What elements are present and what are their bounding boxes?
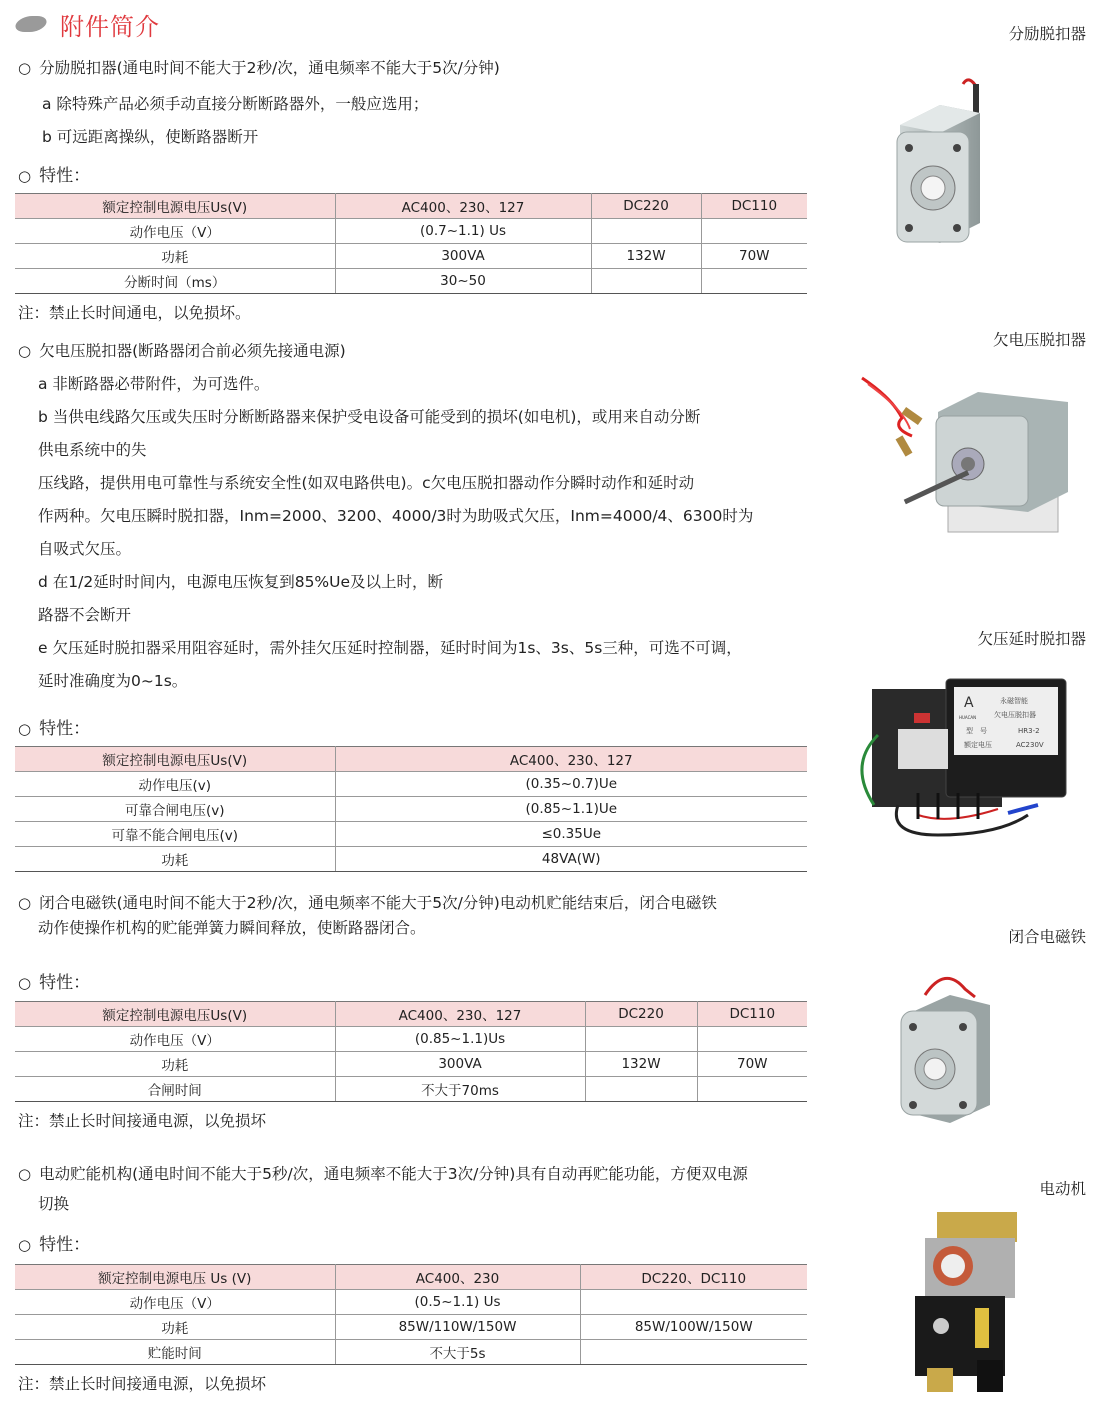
table-row bbox=[15, 194, 807, 219]
motor-caption: 电动机 bbox=[1039, 1180, 1086, 1198]
motor-props-label: ○ 特性： bbox=[18, 1235, 90, 1255]
brand-logo-icon: A bbox=[964, 695, 974, 711]
table-cell: (0.5~1.1) Us bbox=[335, 1290, 580, 1315]
table-cell: 300VA bbox=[335, 244, 591, 269]
table-cell: 70W bbox=[697, 1052, 807, 1077]
table-cell: 分断时间（ms） bbox=[15, 269, 335, 294]
motor-image bbox=[905, 1208, 1030, 1398]
undervoltage-delay-caption: 欠压延时脱扣器 bbox=[977, 630, 1086, 648]
table-cell: AC400、230、127 bbox=[335, 194, 591, 219]
undervoltage-caption: 欠电压脱扣器 bbox=[992, 331, 1086, 349]
table-cell: 额定控制电源电压Us(V) bbox=[15, 747, 335, 772]
table-cell bbox=[585, 1077, 697, 1102]
description-line: 自吸式欠压。 bbox=[38, 540, 132, 558]
table-row bbox=[15, 772, 807, 797]
controller-logo-text: HUACAN bbox=[959, 715, 977, 720]
table-cell bbox=[585, 1027, 697, 1052]
table-cell: 可靠不能合闸电压(v) bbox=[15, 822, 335, 847]
table-cell: 85W/110W/150W bbox=[335, 1315, 580, 1340]
table-row bbox=[15, 1077, 807, 1102]
description-line: 供电系统中的失 bbox=[38, 441, 147, 459]
table-cell: DC110 bbox=[697, 1002, 807, 1027]
table-cell: 动作电压（V） bbox=[15, 1290, 335, 1315]
description-line: 作两种。欠电压瞬时脱扣器，Inm=2000、3200、4000/3时为助吸式欠压，Inm=4000/4、6300时为 bbox=[38, 507, 754, 525]
shunt-note: 注：禁止长时间通电，以免损坏。 bbox=[18, 304, 251, 322]
table-cell: AC400、230、127 bbox=[335, 1002, 585, 1027]
controller-voltage: AC230V bbox=[1016, 741, 1044, 749]
table-cell bbox=[697, 1077, 807, 1102]
table-row bbox=[15, 1052, 807, 1077]
table-cell: 额定控制电源电压 Us (V) bbox=[15, 1265, 335, 1290]
table-cell: DC110 bbox=[701, 194, 807, 219]
table-cell bbox=[580, 1340, 807, 1365]
undervoltage-description bbox=[38, 368, 818, 698]
description-line: a 非断路器必带附件，为可选件。 bbox=[38, 375, 270, 393]
shunt-props-label: ○ 特性： bbox=[18, 166, 90, 186]
table-cell bbox=[701, 269, 807, 294]
table-cell: 132W bbox=[585, 1052, 697, 1077]
description-line: e 欠压延时脱扣器采用阻容延时，需外挂欠压延时控制器，延时时间为1s、3s、5s三种，可选不可调， bbox=[38, 639, 742, 657]
table-cell: 不大于5s bbox=[335, 1340, 580, 1365]
table-row bbox=[15, 822, 807, 847]
table-cell: 动作电压(v) bbox=[15, 772, 335, 797]
table-row bbox=[15, 847, 807, 872]
table-cell: 额定控制电源电压Us(V) bbox=[15, 194, 335, 219]
closing-heading-2: 动作使操作机构的贮能弹簧力瞬间释放，使断路器闭合。 bbox=[38, 919, 426, 937]
controller-voltage-label: 额定电压 bbox=[964, 741, 992, 749]
table-row bbox=[15, 1315, 807, 1340]
description-line: 路器不会断开 bbox=[38, 606, 132, 624]
closing-caption: 闭合电磁铁 bbox=[1008, 928, 1086, 946]
table-cell: DC220 bbox=[591, 194, 701, 219]
table-cell: 动作电压（V） bbox=[15, 1027, 335, 1052]
table-cell: 85W/100W/150W bbox=[580, 1315, 807, 1340]
closing-note: 注：禁止长时间接通电源，以免损坏 bbox=[18, 1112, 267, 1130]
description-line: 延时准确度为0~1s。 bbox=[38, 672, 188, 690]
table-cell: 可靠合闸电压(v) bbox=[15, 797, 335, 822]
table-cell bbox=[701, 219, 807, 244]
shunt-spec-table bbox=[15, 193, 807, 294]
table-row bbox=[15, 1002, 807, 1027]
shunt-release-image bbox=[885, 70, 995, 250]
table-row bbox=[15, 797, 807, 822]
table-row bbox=[15, 1340, 807, 1365]
table-cell: 30~50 bbox=[335, 269, 591, 294]
table-cell: AC400、230 bbox=[335, 1265, 580, 1290]
undervoltage-delay-controller-image bbox=[858, 665, 1098, 865]
table-row bbox=[15, 1027, 807, 1052]
undervoltage-release-image bbox=[858, 372, 1098, 552]
controller-model: HR3-2 bbox=[1018, 727, 1040, 735]
motor-note: 注：禁止长时间接通电源，以免损坏 bbox=[18, 1375, 267, 1393]
description-line: d 在1/2延时时间内，电源电压恢复到85%Ue及以上时，断 bbox=[38, 573, 444, 591]
controller-model-label: 型 号 bbox=[966, 727, 987, 735]
table-cell: (0.7~1.1) Us bbox=[335, 219, 591, 244]
closing-props-label: ○ 特性： bbox=[18, 973, 90, 993]
description-line: b 当供电线路欠压或失压时分断断路器来保护受电设备可能受到的损坏(如电机)，或用来自动分断 bbox=[38, 408, 701, 426]
table-cell: 合闸时间 bbox=[15, 1077, 335, 1102]
controller-name: 欠电压脱扣器 bbox=[994, 711, 1036, 719]
motor-spec-table bbox=[15, 1264, 807, 1365]
table-cell bbox=[591, 219, 701, 244]
table-cell: ≤0.35Ue bbox=[335, 822, 807, 847]
table-row bbox=[15, 244, 807, 269]
table-cell: (0.35~0.7)Ue bbox=[335, 772, 807, 797]
table-cell: DC220 bbox=[585, 1002, 697, 1027]
shunt-line-b: b 可远距离操纵，使断路器断开 bbox=[42, 128, 259, 146]
table-cell: 动作电压（V） bbox=[15, 219, 335, 244]
table-cell: 功耗 bbox=[15, 244, 335, 269]
closing-spec-table bbox=[15, 1001, 807, 1102]
section-header bbox=[16, 6, 160, 42]
shunt-caption: 分励脱扣器 bbox=[1008, 25, 1086, 43]
closing-electromagnet-image bbox=[885, 965, 1000, 1130]
table-cell bbox=[580, 1290, 807, 1315]
table-row bbox=[15, 1265, 807, 1290]
motor-heading-2: 切换 bbox=[38, 1195, 70, 1213]
shunt-heading: ○ 分励脱扣器(通电时间不能大于2秒/次，通电频率不能大于5次/分钟) bbox=[18, 58, 500, 78]
description-line: 压线路，提供用电可靠性与系统安全性(如双电路供电)。c欠电压脱扣器动作分瞬时动作和延时动 bbox=[38, 474, 695, 492]
table-cell: 70W bbox=[701, 244, 807, 269]
table-cell: DC220、DC110 bbox=[580, 1265, 807, 1290]
undervoltage-props-label: ○ 特性： bbox=[18, 719, 90, 739]
table-cell: 不大于70ms bbox=[335, 1077, 585, 1102]
undervoltage-spec-table bbox=[15, 746, 807, 872]
table-cell: (0.85~1.1)Us bbox=[335, 1027, 585, 1052]
table-cell: 300VA bbox=[335, 1052, 585, 1077]
table-cell: 132W bbox=[591, 244, 701, 269]
table-cell: 功耗 bbox=[15, 1315, 335, 1340]
table-cell: AC400、230、127 bbox=[335, 747, 807, 772]
undervoltage-heading: ○ 欠电压脱扣器(断路器闭合前必须先接通电源) bbox=[18, 341, 346, 361]
table-cell: 功耗 bbox=[15, 1052, 335, 1077]
table-row bbox=[15, 747, 807, 772]
table-cell: 贮能时间 bbox=[15, 1340, 335, 1365]
motor-heading-1: ○ 电动贮能机构(通电时间不能大于5秒/次，通电频率不能大于3次/分钟)具有自动再贮能功能，方便双电源 bbox=[18, 1164, 748, 1184]
table-row bbox=[15, 1290, 807, 1315]
shunt-line-a: a 除特殊产品必须手动直接分断断路器外，一般应选用； bbox=[42, 95, 429, 113]
table-cell: 额定控制电源电压Us(V) bbox=[15, 1002, 335, 1027]
table-row bbox=[15, 219, 807, 244]
table-cell: (0.85~1.1)Ue bbox=[335, 797, 807, 822]
table-cell bbox=[591, 269, 701, 294]
table-cell: 功耗 bbox=[15, 847, 335, 872]
leaf-bullet-icon bbox=[12, 16, 49, 32]
closing-heading-1: ○ 闭合电磁铁(通电时间不能大于2秒/次，通电频率不能大于5次/分钟)电动机贮能结束后，闭合电磁铁 bbox=[18, 893, 717, 913]
table-cell: 48VA(W) bbox=[335, 847, 807, 872]
table-cell bbox=[697, 1027, 807, 1052]
section-title: 附件简介 bbox=[60, 12, 160, 41]
controller-brand: 永磁智能 bbox=[1000, 697, 1028, 705]
table-row bbox=[15, 269, 807, 294]
